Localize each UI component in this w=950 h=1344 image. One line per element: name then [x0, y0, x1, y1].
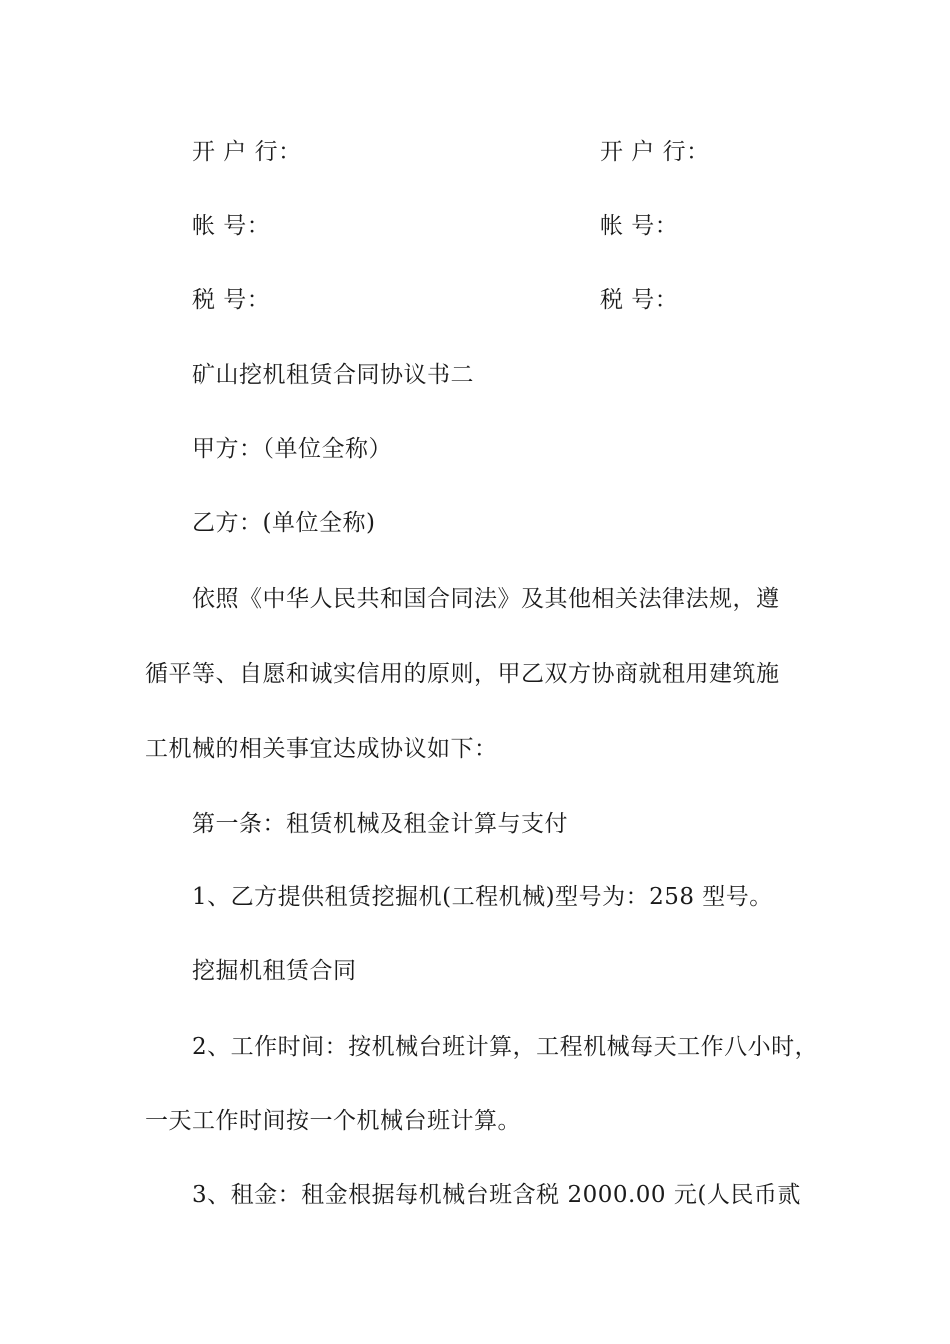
party-a-line: 甲方：（单位全称） — [192, 436, 392, 462]
document-title: 矿山挖机租赁合同协议书二 — [192, 362, 474, 388]
clause-3-line: 3、租金：租金根据每机械台班含税 2000.00 元(人民币贰 — [192, 1182, 801, 1208]
article-1-heading: 第一条：租赁机械及租金计算与支付 — [192, 811, 568, 837]
right-tax-label: 税 号： — [600, 287, 679, 313]
right-bank-label: 开 户 行： — [600, 139, 710, 165]
party-b-line: 乙方：(单位全称) — [192, 510, 376, 536]
preamble-line-3: 工机械的相关事宜达成协议如下： — [145, 736, 498, 762]
left-tax-label: 税 号： — [192, 287, 271, 313]
left-bank-label: 开 户 行： — [192, 139, 302, 165]
clause-2-line-1: 2、工作时间：按机械台班计算，工程机械每天工作八小时， — [192, 1034, 819, 1060]
clause-1-line: 1、乙方提供租赁挖掘机(工程机械)型号为：258 型号。 — [192, 884, 773, 910]
contract-subheading: 挖掘机租赁合同 — [192, 958, 357, 984]
preamble-line-2: 循平等、自愿和诚实信用的原则，甲乙双方协商就租用建筑施 — [145, 661, 780, 687]
preamble-line-1: 依照《中华人民共和国合同法》及其他相关法律法规，遵 — [192, 586, 780, 612]
clause-2-line-2: 一天工作时间按一个机械台班计算。 — [145, 1108, 521, 1134]
left-account-label: 帐 号： — [192, 213, 271, 239]
right-account-label: 帐 号： — [600, 213, 679, 239]
